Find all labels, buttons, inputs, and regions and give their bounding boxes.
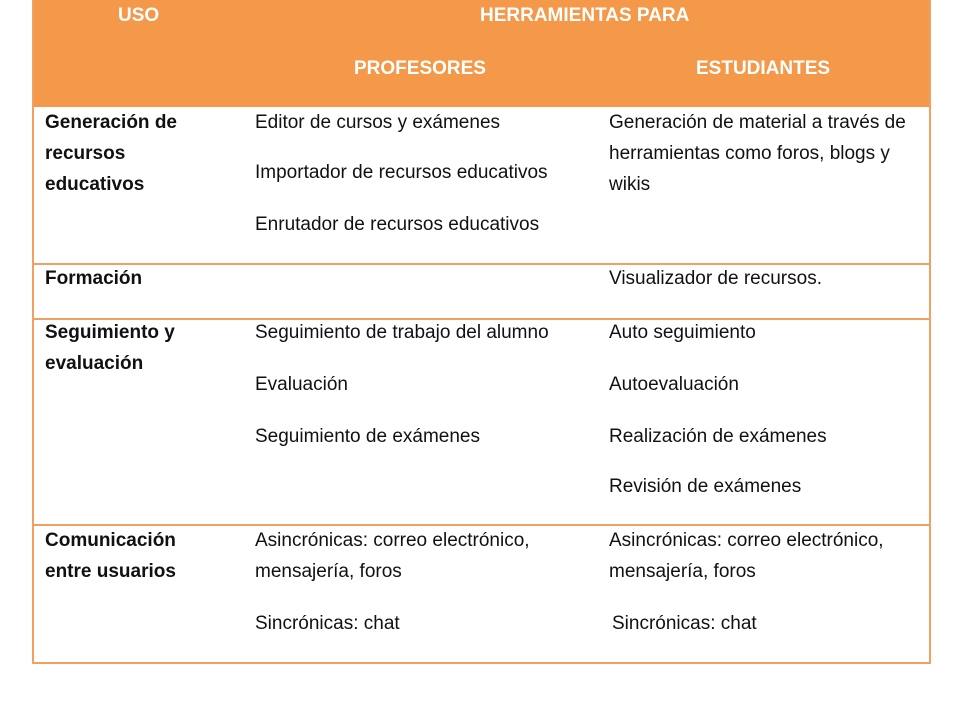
row-1-est-line: Generación de material a través de xyxy=(609,112,906,133)
row-1-est-line: wikis xyxy=(609,174,651,195)
row-4-prof-line: Asincrónicas: correo electrónico, xyxy=(255,530,530,551)
header-profesores: PROFESORES xyxy=(354,58,486,79)
row-4-uso xyxy=(45,525,176,587)
row-3-est-item: Realización de exámenes xyxy=(609,426,827,447)
row-3-estudiantes xyxy=(609,317,827,502)
row-4-prof-item: Sincrónicas: chat xyxy=(255,613,400,634)
row-4-est-line: Asincrónicas: correo electrónico, xyxy=(609,530,884,551)
row-4-uso-line: Comunicación xyxy=(45,530,176,551)
tools-table xyxy=(32,0,931,664)
row-3-est-item: Revisión de exámenes xyxy=(609,476,802,497)
row-4-profesores xyxy=(255,525,530,639)
row-3-profesores xyxy=(255,317,549,452)
row-4-prof-line: mensajería, foros xyxy=(255,561,402,582)
row-3-uso-line: evaluación xyxy=(45,353,144,374)
row-2-uso-line: Formación xyxy=(45,268,143,289)
row-2-est-item: Visualizador de recursos. xyxy=(609,268,822,289)
row-1-prof-item: Editor de cursos y exámenes xyxy=(255,112,501,133)
row-1-estudiantes xyxy=(609,107,906,200)
row-1-est-line: herramientas como foros, blogs y xyxy=(609,143,890,164)
row-1-uso-line: Generación de xyxy=(45,112,177,133)
row-3-prof-item: Seguimiento de trabajo del alumno xyxy=(255,322,549,343)
row-4-est-line: mensajería, foros xyxy=(609,561,756,582)
row-3-est-item: Autoevaluación xyxy=(609,374,739,395)
header-estudiantes: ESTUDIANTES xyxy=(696,58,831,79)
row-4-est-item: Sincrónicas: chat xyxy=(612,613,757,634)
row-1-uso xyxy=(45,107,177,200)
row-3-prof-item: Evaluación xyxy=(255,374,348,395)
row-3-est-item: Auto seguimiento xyxy=(609,322,756,343)
header-uso: USO xyxy=(118,5,160,26)
row-1-profesores xyxy=(255,107,548,240)
row-1-uso-line: recursos xyxy=(45,143,126,164)
row-1-uso-line: educativos xyxy=(45,174,145,195)
row-3-uso-line: Seguimiento y xyxy=(45,322,175,343)
row-3-prof-item: Seguimiento de exámenes xyxy=(255,426,480,447)
row-1-prof-item: Importador de recursos educativos xyxy=(255,162,548,183)
row-4-uso-line: entre usuarios xyxy=(45,561,176,582)
row-1-prof-item: Enrutador de recursos educativos xyxy=(255,214,540,235)
row-3-uso xyxy=(45,317,175,379)
table-header xyxy=(34,0,929,107)
row-2-estudiantes xyxy=(609,263,822,294)
row-2-uso xyxy=(45,263,142,294)
row-4-estudiantes xyxy=(609,525,884,639)
header-herramientas: HERRAMIENTAS PARA xyxy=(480,5,690,26)
